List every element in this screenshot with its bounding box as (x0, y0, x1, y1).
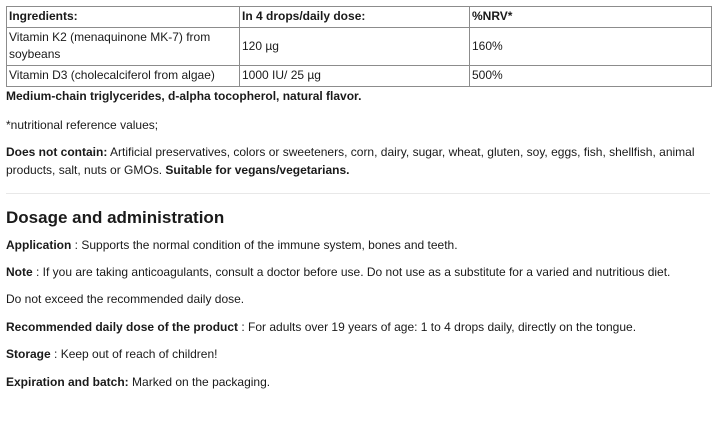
does-not-contain-paragraph (6, 143, 712, 179)
storage-paragraph (6, 345, 712, 363)
expiration-text: Marked on the packaging. (128, 375, 271, 389)
section-divider (6, 193, 710, 194)
application-text: : Supports the normal condition of the immune system, bones and teeth. (71, 238, 458, 252)
dosage-heading: Dosage and administration (6, 208, 225, 227)
nrv-footnote: *nutritional reference values; (6, 118, 159, 132)
table-row (7, 28, 712, 66)
application-label: Application (6, 238, 72, 252)
note-paragraph (6, 263, 712, 281)
suitable-for-vegans: Suitable for vegans/vegetarians. (165, 163, 350, 177)
storage-label: Storage (6, 347, 51, 361)
cell-dose: 1000 IU/ 25 µg (240, 66, 470, 87)
cell-ingredient: Vitamin K2 (menaquinone MK-7) from soybeans (7, 28, 240, 66)
header-daily-dose: In 4 drops/daily dose: (240, 7, 470, 28)
header-nrv: %NRV* (470, 7, 712, 28)
note-text: : If you are taking anticoagulants, consult a doctor before use. Do not use as a substitute for a varied and nutritious diet. (32, 265, 671, 279)
expiration-paragraph (6, 373, 712, 391)
exceed-warning: Do not exceed the recommended daily dose. (6, 292, 245, 306)
other-ingredients: Medium-chain triglycerides, d-alpha tocopherol, natural flavor. (6, 89, 362, 103)
cell-nrv: 500% (470, 66, 712, 87)
note-label: Note (6, 265, 33, 279)
application-paragraph (6, 236, 712, 254)
expiration-label: Expiration and batch: (6, 375, 129, 389)
nutrition-table (6, 6, 712, 87)
daily-dose-text: : For adults over 19 years of age: 1 to 4 drops daily, directly on the tongue. (238, 320, 637, 334)
storage-text: : Keep out of reach of children! (50, 347, 218, 361)
cell-nrv: 160% (470, 28, 712, 66)
table-row (7, 66, 712, 87)
does-not-contain-label: Does not contain: (6, 145, 108, 159)
daily-dose-paragraph (6, 318, 712, 336)
header-ingredients: Ingredients: (7, 7, 240, 28)
product-info-page (6, 6, 712, 391)
daily-dose-label: Recommended daily dose of the product (6, 320, 239, 334)
cell-dose: 120 µg (240, 28, 470, 66)
table-header-row (7, 7, 712, 28)
cell-ingredient: Vitamin D3 (cholecalciferol from algae) (7, 66, 240, 87)
does-not-contain-text: Artificial preservatives, colors or sweeteners, corn, dairy, sugar, wheat, gluten, soy, eggs, fish, shellfish, animal products, salt, nuts or GMOs. (6, 145, 695, 177)
